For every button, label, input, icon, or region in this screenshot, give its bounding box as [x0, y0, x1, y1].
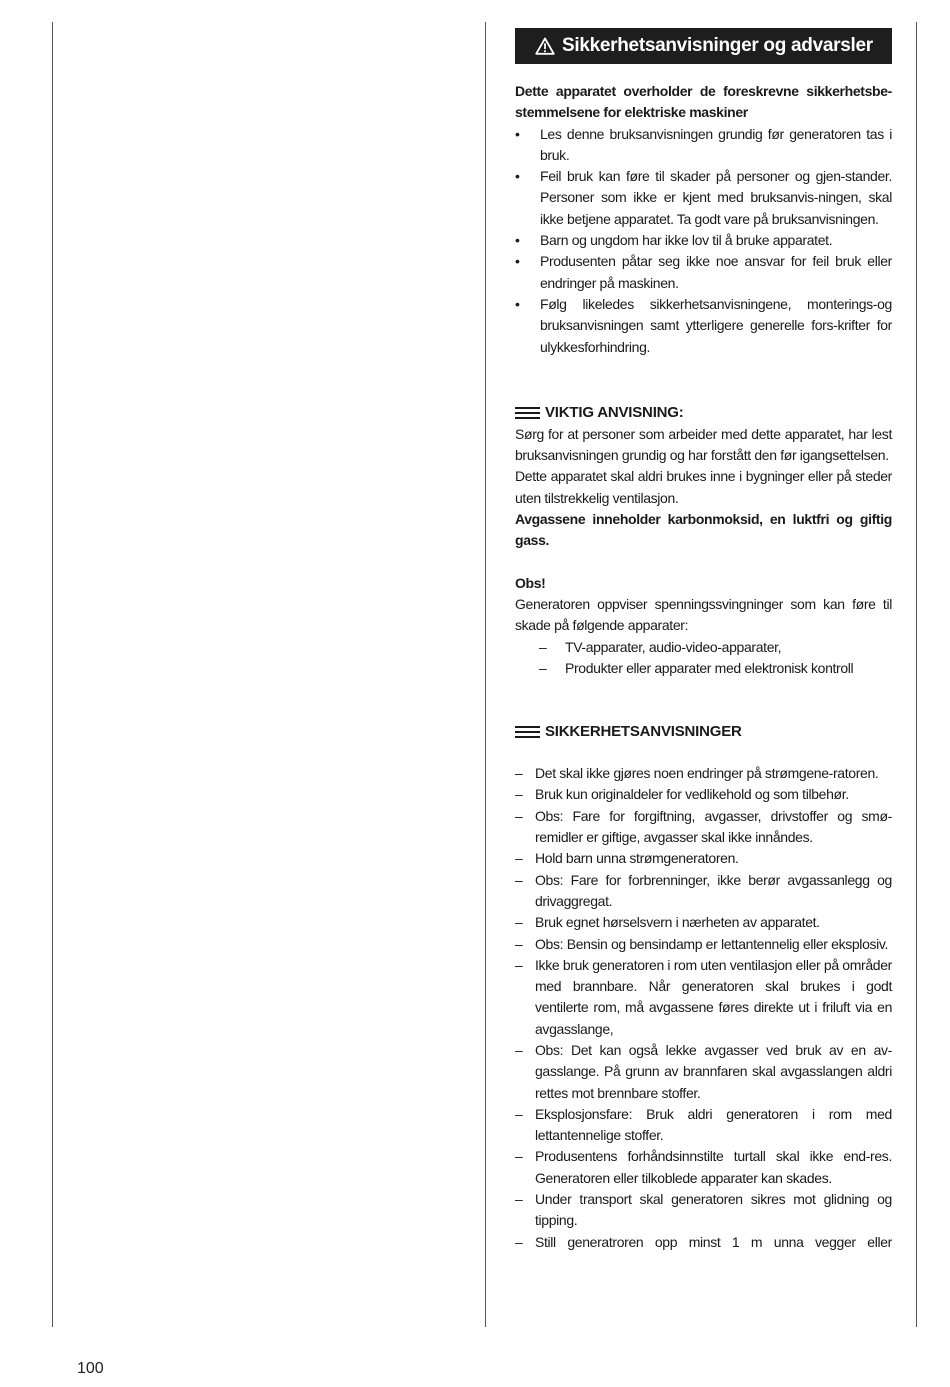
list-item: – Still generatroren opp minst 1 m unna vegger eller: [515, 1232, 892, 1253]
important-heading: [515, 402, 892, 424]
page-number: 100: [77, 1360, 104, 1377]
center-column-rule: [485, 22, 486, 1327]
important-heading-label: VIKTIG ANVISNING:: [545, 404, 684, 422]
section-banner: [515, 28, 892, 64]
list-item: • Feil bruk kan føre til skader på personer og gjen-stander. Personer som ikke er kjent med bruksanvis-ningen, skal ikke betjene apparatet. Ta godt vare på bruksanvisningen.: [515, 166, 892, 230]
banner-title: Sikkerhetsanvisninger og advarsler: [562, 35, 873, 57]
obs-heading: Obs!: [515, 574, 546, 591]
important-paragraph-3: Avgassene inneholder karbonmoksid, en luktfri og giftig gass.: [515, 511, 892, 549]
warning-triangle-icon: [535, 37, 555, 55]
obs-list: [515, 637, 892, 680]
menu-lines-icon: [515, 407, 540, 419]
important-paragraph-1: Sørg for at personer som arbeider med dette apparatet, har lest bruksanvisningen grundig og har forstått den før igangsettelsen.: [515, 425, 892, 464]
intro-bullet-list: [515, 124, 892, 358]
list-item: – Under transport skal generatoren sikres mot glidning og tipping.: [515, 1189, 892, 1232]
list-item: – Bruk egnet hørselsvern i nærheten av apparatet.: [515, 912, 892, 933]
important-paragraph-2: Dette apparatet skal aldri brukes inne i bygninger eller på steder uten tilstrekkelig ventilasjon.: [515, 468, 892, 506]
safety-heading: [515, 721, 892, 743]
safety-list: [515, 763, 892, 1253]
list-item: – Obs: Fare for forbrenninger, ikke berør avgassanlegg og drivaggregat.: [515, 870, 892, 913]
list-item: – Bruk kun originaldeler for vedlikehold og som tilbehør.: [515, 784, 892, 805]
list-item: • Følg likeledes sikkerhetsanvisningene, monterings-og bruksanvisningen samt ytterligere generelle fors-krifter for ulykkesforhindring.: [515, 294, 892, 358]
list-item: – TV-apparater, audio-video-apparater,: [515, 637, 892, 658]
list-item: • Les denne bruksanvisningen grundig før generatoren tas i bruk.: [515, 124, 892, 167]
list-item: • Barn og ungdom har ikke lov til å bruke apparatet.: [515, 230, 892, 251]
list-item: • Produsenten påtar seg ikke noe ansvar for feil bruk eller endringer på maskinen.: [515, 251, 892, 294]
list-item: – Obs: Det kan også lekke avgasser ved bruk av en av-gasslange. På grunn av brannfaren skal avgasslangen aldri rettes mot brennbare stoffer.: [515, 1040, 892, 1104]
safety-heading-label: SIKKERHETSANVISNINGER: [545, 723, 742, 741]
list-item: – Produsentens forhåndsinnstilte turtall skal ikke end-res. Generatoren eller tilkoblede apparater kan skades.: [515, 1146, 892, 1189]
left-margin-rule: [52, 22, 53, 1327]
list-item: – Hold barn unna strømgeneratoren.: [515, 848, 892, 869]
right-margin-rule: [916, 22, 917, 1327]
intro-heading: Dette apparatet overholder de foreskrevne sikkerhetsbe-stemmelsene for elektriske maskiner: [515, 83, 892, 121]
list-item: – Obs: Fare for forgiftning, avgasser, drivstoffer og smø-remidler er giftige, avgasser skal ikke innåndes.: [515, 806, 892, 849]
list-item: – Ikke bruk generatoren i rom uten ventilasjon eller på områder med brannbare. Når generatoren skal brukes i godt ventilerte rom, må avgassene føres direkte ut i friluft via en avgasslange,: [515, 955, 892, 1040]
list-item: – Eksplosjonsfare: Bruk aldri generatoren i rom med lettantennelige stoffer.: [515, 1104, 892, 1147]
right-text-column: [515, 28, 892, 1253]
list-item: – Det skal ikke gjøres noen endringer på strømgene-ratoren.: [515, 763, 892, 784]
list-item: – Produkter eller apparater med elektronisk kontroll: [515, 658, 892, 679]
menu-lines-icon: [515, 726, 540, 738]
list-item: – Obs: Bensin og bensindamp er lettantennelig eller eksplosiv.: [515, 934, 892, 955]
obs-text: Generatoren oppviser spenningssvingninger som kan føre til skade på følgende apparater:: [515, 595, 892, 634]
